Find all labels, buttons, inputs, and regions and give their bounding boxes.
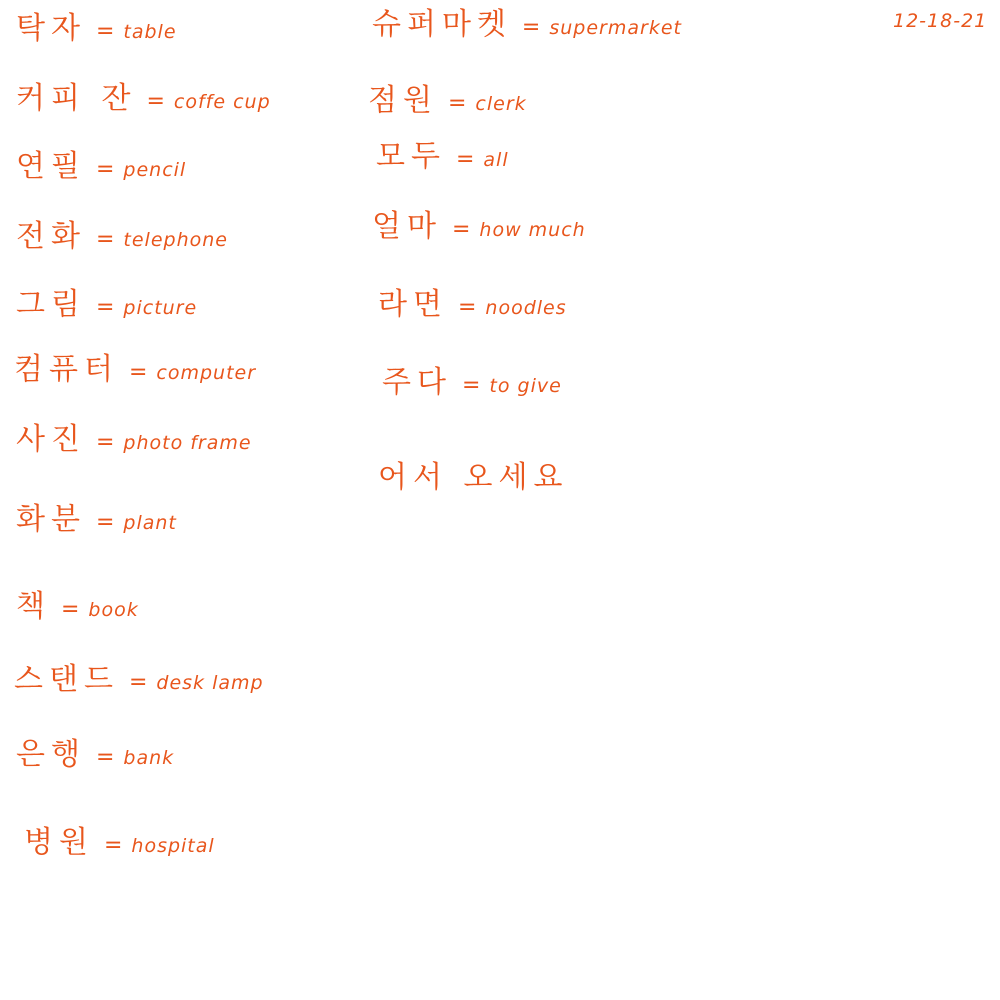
equals-sign: = — [128, 670, 149, 695]
korean-word: 커피 잔 — [16, 81, 137, 116]
vocab-entry — [16, 502, 177, 537]
english-meaning: noodles — [485, 297, 567, 319]
korean-word: 주다 — [382, 365, 452, 400]
english-meaning: picture — [123, 297, 198, 319]
english-meaning: coffe cup — [173, 91, 271, 113]
english-meaning: bank — [123, 747, 175, 769]
english-meaning: how much — [479, 219, 586, 241]
equals-sign: = — [461, 373, 482, 398]
korean-word: 모두 — [376, 139, 446, 174]
korean-word: 책 — [16, 589, 51, 624]
korean-word: 컴퓨터 — [14, 352, 119, 387]
equals-sign: = — [128, 360, 149, 385]
korean-word: 그림 — [16, 287, 86, 322]
equals-sign: = — [103, 833, 124, 858]
vocab-entry — [372, 7, 682, 42]
english-meaning: hospital — [131, 835, 215, 857]
english-meaning: all — [483, 149, 509, 171]
english-meaning: book — [88, 599, 139, 621]
equals-sign: = — [455, 147, 476, 172]
equals-sign: = — [95, 157, 116, 182]
english-meaning: plant — [123, 512, 177, 534]
vocab-entry — [16, 149, 187, 184]
korean-word: 전화 — [16, 219, 86, 254]
equals-sign: = — [146, 89, 166, 114]
greeting-phrase — [378, 460, 569, 495]
english-meaning: computer — [156, 362, 257, 384]
korean-word: 탁자 — [16, 11, 86, 46]
vocab-entry — [376, 139, 509, 174]
korean-phrase: 어서 오세요 — [378, 460, 569, 495]
vocab-entry — [16, 81, 271, 116]
korean-word: 라면 — [378, 287, 448, 322]
equals-sign: = — [457, 295, 478, 320]
korean-word: 은행 — [16, 737, 86, 772]
vocab-entry — [372, 209, 586, 244]
equals-sign: = — [60, 597, 81, 622]
vocab-entry — [16, 589, 139, 624]
equals-sign: = — [451, 217, 472, 242]
korean-word: 연필 — [16, 149, 86, 184]
equals-sign: = — [95, 19, 116, 44]
english-meaning: desk lamp — [156, 672, 264, 694]
korean-word: 병원 — [24, 825, 94, 860]
vocab-entry — [368, 83, 527, 118]
equals-sign: = — [521, 15, 542, 40]
english-meaning: supermarket — [549, 17, 682, 39]
english-meaning: pencil — [123, 159, 187, 181]
equals-sign: = — [95, 430, 116, 455]
equals-sign: = — [95, 227, 116, 252]
note-date: 12-18-21 — [893, 10, 988, 32]
english-meaning: photo frame — [123, 432, 252, 454]
vocab-entry — [14, 352, 257, 387]
vocab-entry — [378, 287, 567, 322]
vocab-entry — [16, 11, 177, 46]
korean-word: 화분 — [16, 502, 86, 537]
korean-word: 스탠드 — [14, 662, 119, 697]
english-meaning: to give — [489, 375, 562, 397]
vocab-entry — [16, 422, 252, 457]
vocab-entry — [14, 662, 264, 697]
english-meaning: clerk — [475, 93, 527, 115]
vocab-entry — [24, 825, 215, 860]
equals-sign: = — [95, 510, 116, 535]
vocab-entry — [16, 737, 175, 772]
korean-word: 사진 — [16, 422, 86, 457]
equals-sign: = — [95, 295, 116, 320]
korean-word: 점원 — [368, 83, 438, 118]
english-meaning: telephone — [123, 229, 228, 251]
vocab-entry — [382, 365, 562, 400]
vocab-entry — [16, 287, 198, 322]
korean-word: 얼마 — [372, 209, 442, 244]
equals-sign: = — [447, 91, 468, 116]
vocab-entry — [16, 219, 228, 254]
korean-word: 슈퍼마켓 — [372, 7, 512, 42]
english-meaning: table — [123, 21, 177, 43]
equals-sign: = — [95, 745, 116, 770]
